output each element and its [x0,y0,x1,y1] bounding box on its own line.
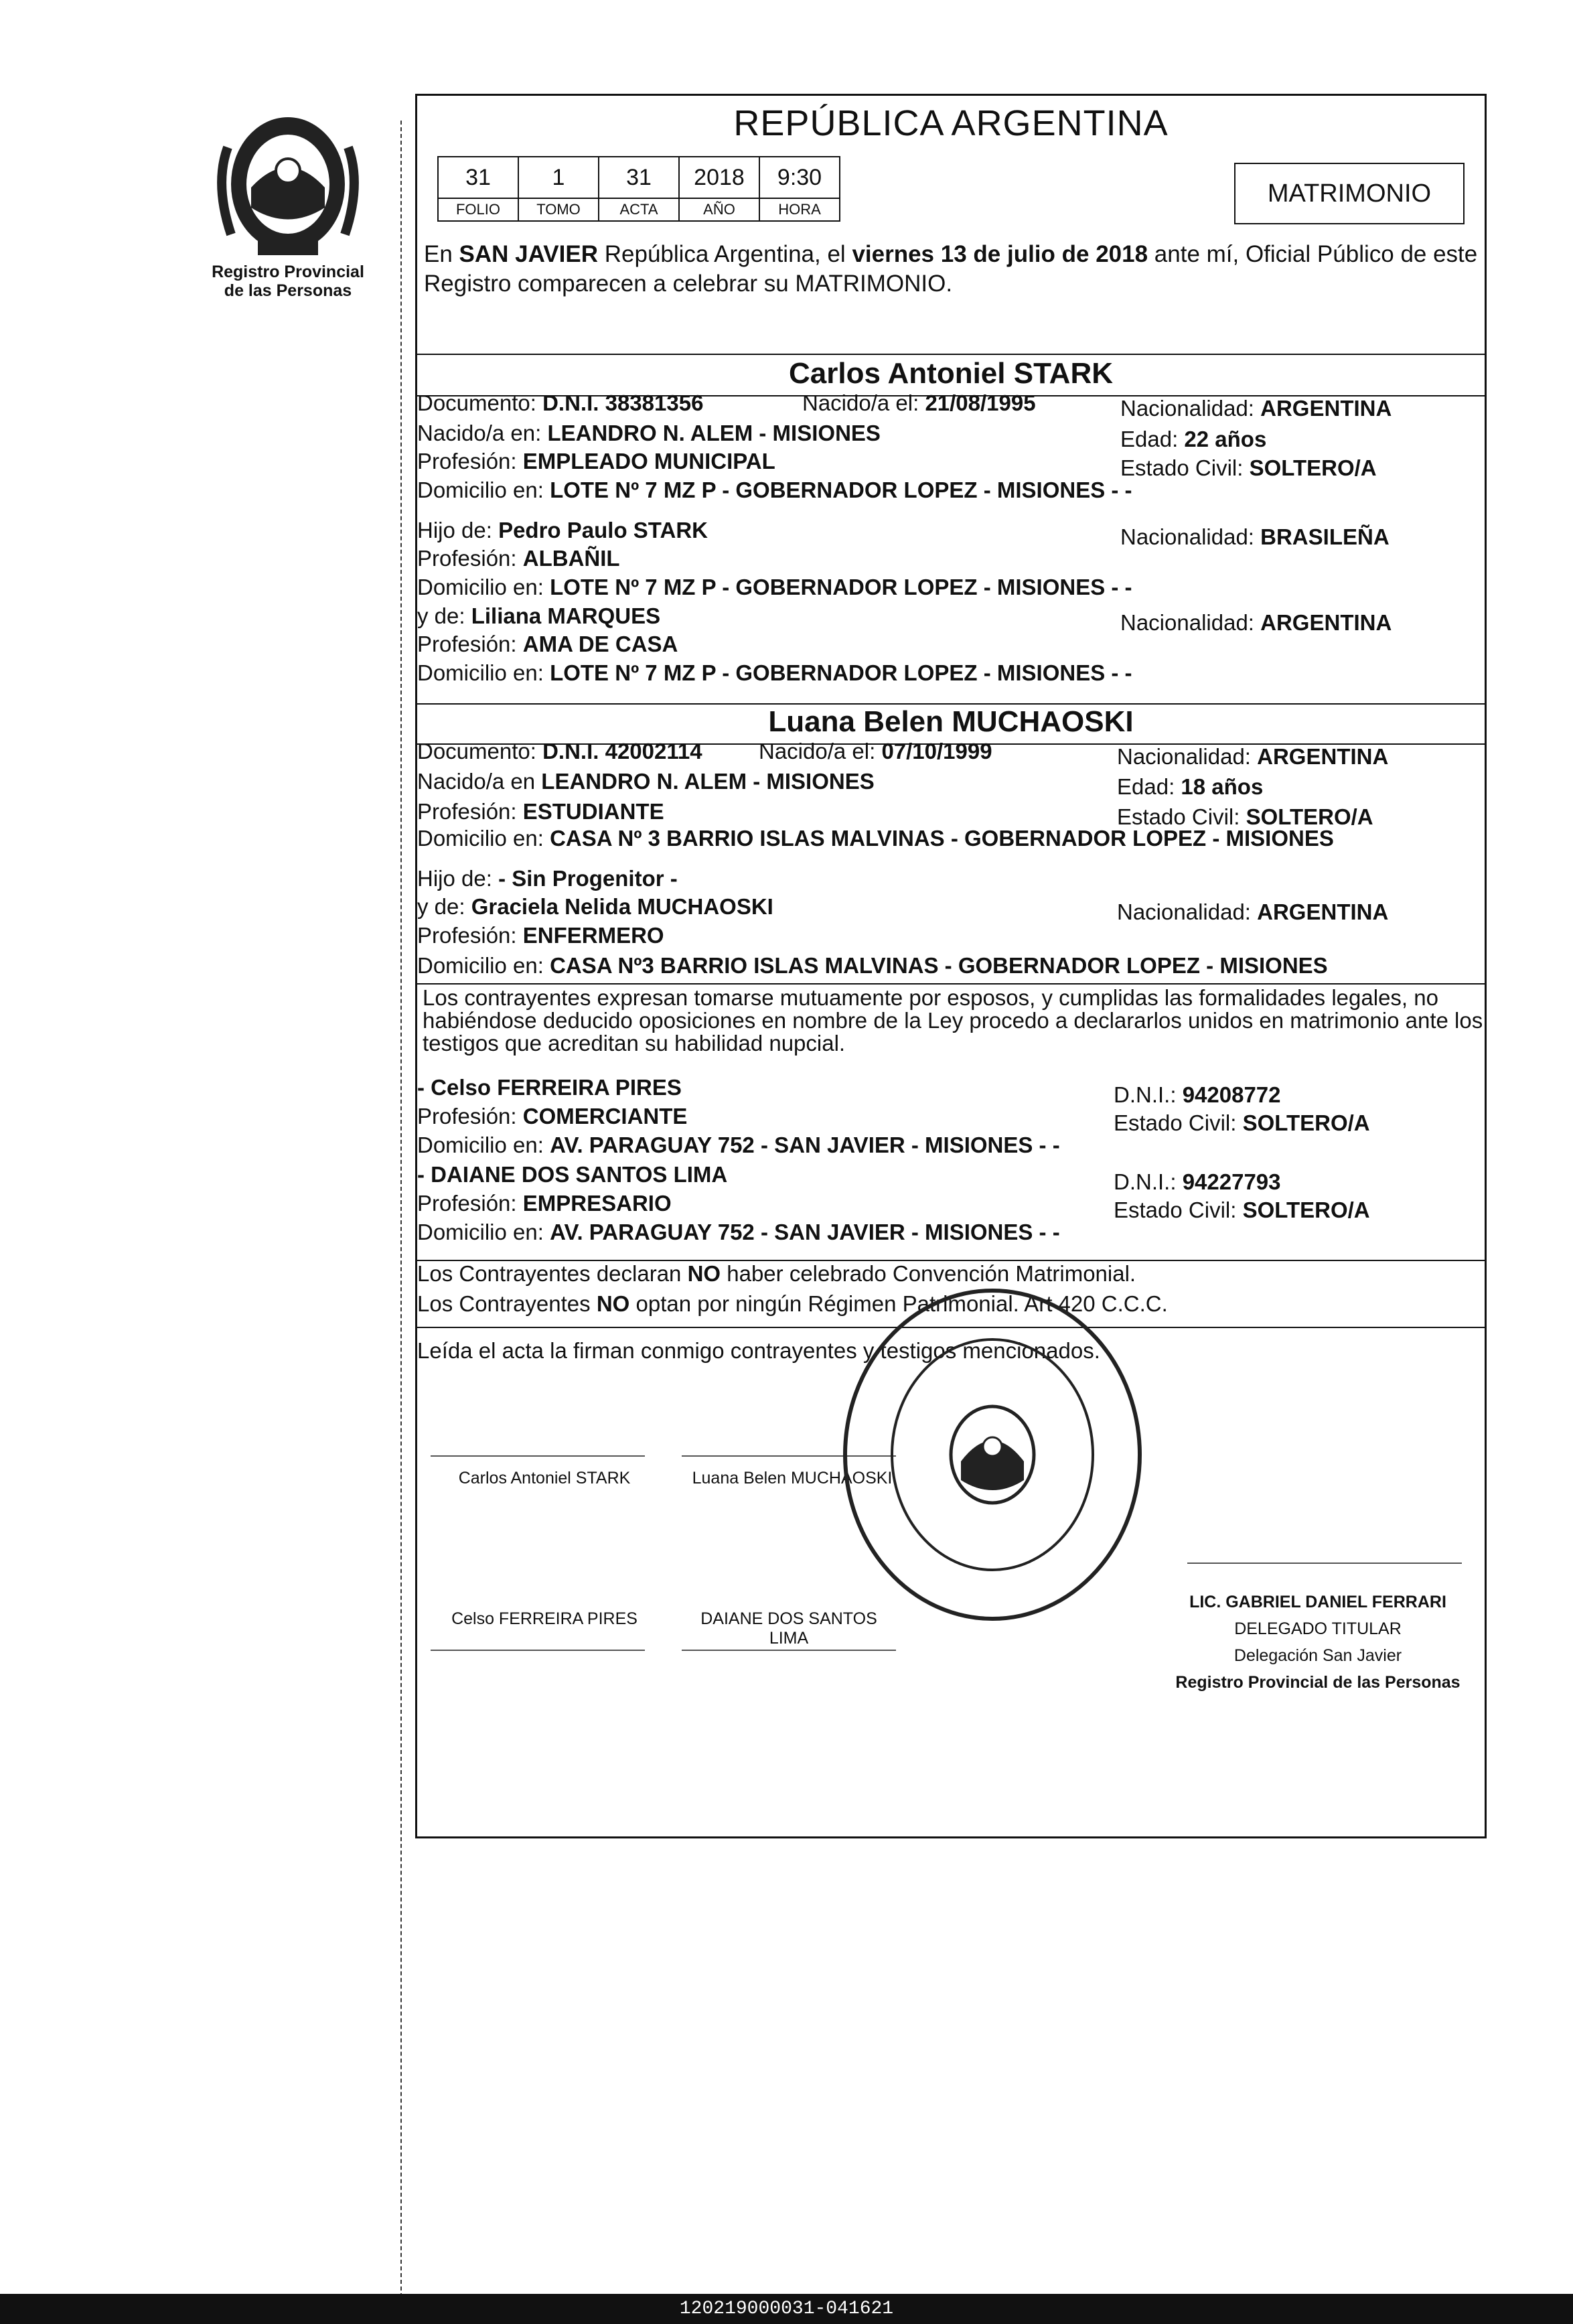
official-seal-stamp [840,1286,1145,1624]
label: Estado Civil: [1114,1197,1243,1222]
value: LOTE Nº 7 MZ P - GOBERNADOR LOPEZ - MISIONES - - [550,575,1132,599]
value: ALBAÑIL [522,546,620,571]
value: D.N.I. 38381356 [542,390,704,415]
value: SOLTERO/A [1246,804,1373,829]
groom-father-profession [417,546,620,571]
label: Nacionalidad: [1117,744,1258,769]
value: - Sin Progenitor - [498,866,678,891]
label: y de: [417,603,471,628]
intro-part1: En [424,241,459,267]
groom-age [1120,427,1266,452]
value: ARGENTINA [1260,610,1392,635]
value: CASA Nº3 BARRIO ISLAS MALVINAS - GOBERNADOR LOPEZ - MISIONES [550,953,1328,978]
value: Liliana MARQUES [471,603,661,628]
intro-part2: República Argentina, el [598,241,852,267]
value: AV. PARAGUAY 752 - SAN JAVIER - MISIONES - - [550,1220,1060,1244]
label: Hijo de: [417,866,499,891]
groom-profession [417,449,775,474]
value: 94208772 [1182,1082,1281,1107]
value: ENFERMERO [522,923,664,948]
label-line1: DAIANE DOS SANTOS [700,1609,877,1628]
witness1-name: - Celso FERREIRA PIRES [417,1075,682,1100]
official-registry: Registro Provincial de las Personas [1175,1673,1460,1692]
value: ARGENTINA [1257,744,1389,769]
label: Profesión: [417,923,523,948]
label: D.N.I.: [1114,1169,1183,1194]
label: Domicilio en: [417,575,550,599]
label: Domicilio en: [417,1220,550,1244]
value: LEANDRO N. ALEM - MISIONES [541,769,875,794]
hora-label: HORA [759,198,840,221]
acta-reference-table [437,156,840,222]
label: Profesión: [417,632,523,656]
label: Nacido/a en: [417,421,548,445]
hora-value: 9:30 [759,157,840,198]
text: Los Contrayentes declaran [417,1261,688,1286]
groom-father-address [417,575,1132,600]
bride-address [417,826,1334,851]
folio-value: 31 [438,157,518,198]
witness1-profession [417,1104,687,1129]
label: Documento: [417,390,543,415]
groom-civil-status [1120,455,1377,481]
value: 22 años [1184,427,1267,451]
value: BRASILEÑA [1260,524,1390,549]
witness1-dni [1114,1082,1281,1108]
witness2-dni [1114,1169,1281,1195]
witness2-profession [417,1191,672,1216]
label: D.N.I.: [1114,1082,1183,1107]
label: Nacido/a el: [802,390,925,415]
groom-birth-date [802,390,1036,416]
value: ARGENTINA [1260,396,1392,421]
value: SOLTERO/A [1249,455,1377,480]
tomo-label: TOMO [518,198,599,221]
value: LOTE Nº 7 MZ P - GOBERNADOR LOPEZ - MISIONES - - [550,660,1132,685]
intro-date: viernes 13 de julio de 2018 [852,241,1148,267]
witness1-address [417,1133,1060,1158]
acta-value: 31 [599,157,679,198]
registry-logo [201,107,375,268]
value: D.N.I. 42002114 [542,739,702,764]
value: LEANDRO N. ALEM - MISIONES [547,421,881,445]
groom-address [417,478,1132,503]
bride-mother-nationality [1117,899,1388,925]
witness1-civil-status [1114,1110,1370,1136]
label: Documento: [417,739,543,764]
bride-birthplace [417,769,875,794]
value: EMPRESARIO [522,1191,672,1216]
value: AMA DE CASA [522,632,678,656]
value: Graciela Nelida MUCHAOSKI [471,894,773,919]
label: Profesión: [417,799,523,824]
label: Estado Civil: [1114,1110,1243,1135]
intro-paragraph [424,240,1489,299]
document-code-footer: 120219000031-041621 [0,2294,1573,2324]
text: optan por ningún Régimen Patrimonial. Art 420 C.C.C. [629,1291,1168,1316]
label: Domicilio en: [417,478,550,502]
label: Domicilio en: [417,953,550,978]
official-signature-area [1187,1522,1462,1564]
label: Nacionalidad: [1120,396,1261,421]
bride-mother-address [417,953,1328,978]
bride-mother [417,894,773,920]
value: AV. PARAGUAY 752 - SAN JAVIER - MISIONES - - [550,1133,1060,1157]
bride-father [417,866,678,891]
emphasis: NO [596,1291,630,1316]
binding-margin-line [400,121,402,2297]
groom-name-title: Carlos Antoniel STARK [788,357,1114,390]
label: Domicilio en: [417,1133,550,1157]
label: Nacionalidad: [1117,899,1258,924]
witness2-name: - DAIANE DOS SANTOS LIMA [417,1162,728,1187]
groom-birthplace [417,421,881,446]
anio-label: AÑO [679,198,759,221]
text: haber celebrado Convención Matrimonial. [721,1261,1136,1286]
text: Los Contrayentes [417,1291,597,1316]
groom-signature-area [431,1408,645,1457]
declaration-paragraph: Los contrayentes expresan tomarse mutuamente por esposos, y cumplidas las formalidades legales, no habiéndose deducido oposiciones en nombre de la Ley procedo a declararlos unidos en matrimonio ante los testigos que acreditan su habilidad nupcial. [423,985,1483,1056]
groom-signature-label: Carlos Antoniel STARK [458,1469,631,1487]
folio-label: FOLIO [438,198,518,221]
label: Estado Civil: [1120,455,1250,480]
bride-age [1117,774,1263,800]
groom-mother [417,603,660,629]
label: Profesión: [417,1104,523,1129]
witness2-address [417,1220,1060,1245]
emphasis: NO [687,1261,721,1286]
bride-nationality [1117,744,1388,770]
bride-birth-date [759,739,992,764]
label: Domicilio en: [417,826,550,851]
value: Pedro Paulo STARK [498,518,708,542]
bride-name-title: Luana Belen MUCHAOSKI [768,705,1134,738]
bride-signature-label: Luana Belen MUCHAOSKI [692,1469,893,1487]
value: 07/10/1999 [881,739,992,764]
groom-nationality [1120,396,1392,421]
registry-caption-line1: Registro Provincial [212,263,364,281]
tomo-value: 1 [518,157,599,198]
anio-value: 2018 [679,157,759,198]
label: Edad: [1117,774,1181,799]
label: Profesión: [417,449,523,474]
bride-document [417,739,702,764]
value: 94227793 [1182,1169,1281,1194]
registry-caption-line2: de las Personas [224,281,352,300]
record-type-box: MATRIMONIO [1234,163,1465,224]
value: COMERCIANTE [522,1104,688,1129]
groom-father [417,518,708,543]
label: Profesión: [417,546,523,571]
value: SOLTERO/A [1242,1197,1370,1222]
label: Nacido/a el: [759,739,882,764]
label: Nacionalidad: [1120,524,1261,549]
label: Profesión: [417,1191,523,1216]
value: ARGENTINA [1257,899,1389,924]
country-title: REPÚBLICA ARGENTINA [733,103,1169,143]
label: Nacionalidad: [1120,610,1261,635]
label: Domicilio en: [417,660,550,685]
bride-mother-profession [417,923,664,948]
label-line2: LIMA [769,1629,809,1648]
value: EMPLEADO MUNICIPAL [522,449,775,474]
groom-mother-address [417,660,1132,686]
label: Edad: [1120,427,1185,451]
label: Estado Civil: [1117,804,1246,829]
acta-label: ACTA [599,198,679,221]
bride-profession [417,799,664,824]
label: y de: [417,894,471,919]
intro-place: SAN JAVIER [459,241,599,267]
official-name: LIC. GABRIEL DANIEL FERRARI [1189,1593,1446,1611]
section-divider [417,354,1485,355]
label: Hijo de: [417,518,499,542]
intro-part3: ante mí, Oficial Público de este Registro comparecen a celebrar su MATRIMONIO. [424,241,1478,297]
convention-statement [417,1261,1136,1287]
groom-mother-profession [417,632,678,657]
value: ESTUDIANTE [522,799,664,824]
section-divider [417,983,1485,985]
value: CASA Nº 3 BARRIO ISLAS MALVINAS - GOBERNADOR LOPEZ - MISIONES [550,826,1334,851]
value: LOTE Nº 7 MZ P - GOBERNADOR LOPEZ - MISIONES - - [550,478,1132,502]
groom-mother-nationality [1120,610,1392,636]
witness2-civil-status [1114,1197,1370,1223]
value: SOLTERO/A [1242,1110,1370,1135]
label: Nacido/a en [417,769,542,794]
value: 18 años [1181,774,1264,799]
official-title: DELEGADO TITULAR [1234,1619,1402,1638]
section-divider [417,703,1485,705]
registry-caption [191,263,385,300]
reading-statement: Leída el acta la firman conmigo contrayentes y testigos mencionados. [417,1338,1100,1363]
groom-father-nationality [1120,524,1390,550]
witness1-signature-label: Celso FERREIRA PIRES [451,1609,638,1628]
official-office: Delegación San Javier [1233,1646,1402,1665]
groom-document [417,390,703,416]
value: 21/08/1995 [925,390,1036,415]
